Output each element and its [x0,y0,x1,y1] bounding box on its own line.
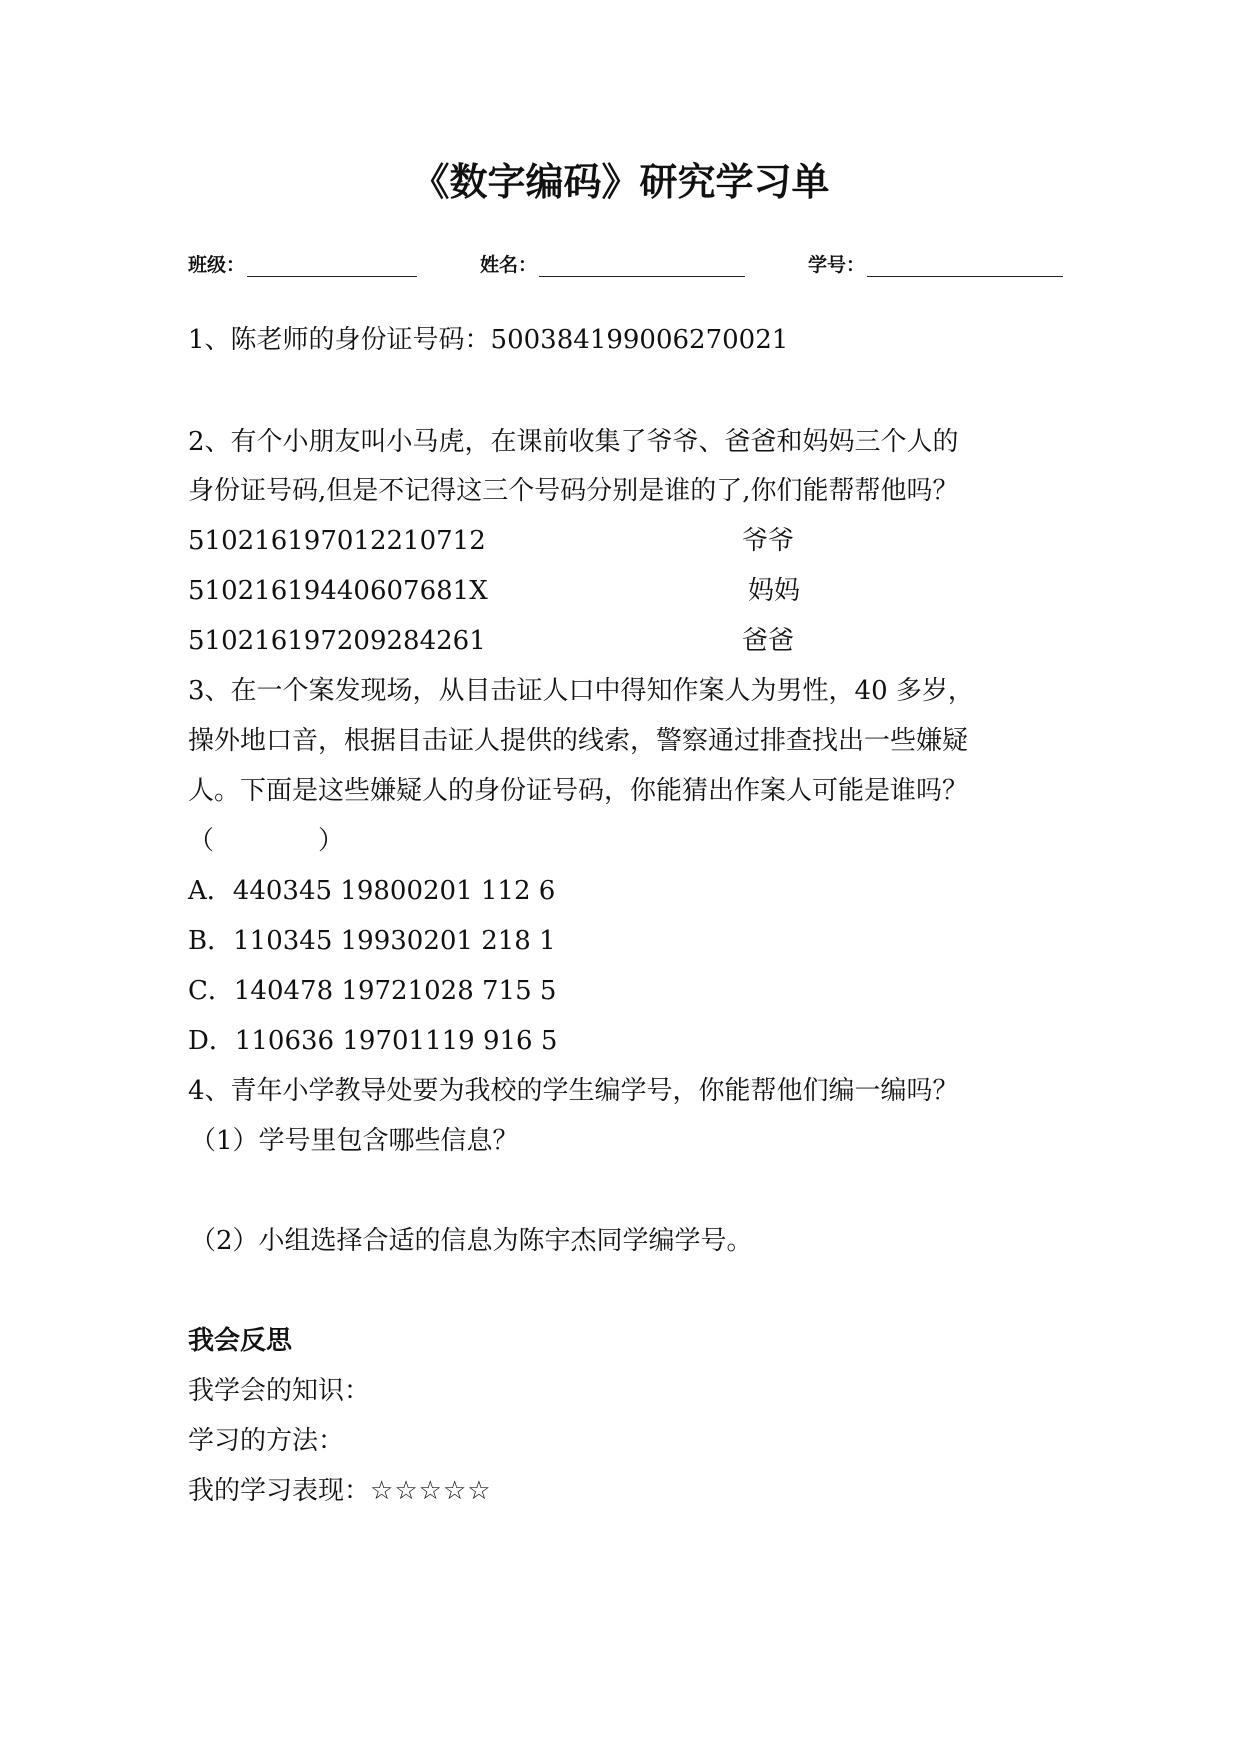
question-2-line-1: 2、有个小朋友叫小马虎，在课前收集了爷爷、爸爸和妈妈三个人的 [188,427,959,457]
reflection-performance-row [188,1474,492,1508]
question-2-line-2: 身份证号码,但是不记得这三个号码分别是谁的了,你们能帮帮他吗？ [188,476,959,506]
option-d: D．110636 19701119 916 5 [188,1026,558,1056]
question-4-line-1: 4、青年小学教导处要为我校的学生编学号，你能帮他们编一编吗？ [188,1076,959,1106]
question-4-sub-1: （1）学号里包含哪些信息？ [190,1126,519,1156]
question-1: 1、陈老师的身份证号码：500384199006270021 [188,325,789,355]
reflection-method: 学习的方法： [188,1426,345,1456]
question-3-line-2: 操外地口音，根据目击证人提供的线索，警察通过排查找出一些嫌疑 [188,726,969,756]
class-blank[interactable] [247,256,417,277]
question-4-sub-2: （2）小组选择合适的信息为陈宇杰同学编学号。 [190,1226,753,1256]
class-label: 班级： [188,254,246,276]
reflection-performance-label: 我的学习表现： [188,1476,371,1506]
question-3-line-3: 人。下面是这些嫌疑人的身份证号码，你能猜出作案人可能是谁吗？ [188,776,969,806]
answer-grandpa: 爷爷 [742,526,795,556]
student-info-row [188,250,1078,280]
reflection-heading: 我会反思 [188,1326,293,1356]
name-blank[interactable] [539,256,745,277]
option-c: C．140478 19721028 715 5 [188,976,557,1006]
answer-dad: 爸爸 [742,626,795,656]
page-title: 《数字编码》研究学习单 [411,160,830,204]
class-field [188,250,417,277]
option-a: A．440345 19800201 112 6 [188,876,556,906]
rating-stars[interactable]: ☆☆☆☆☆ [370,1476,492,1506]
number-label: 学号： [808,254,866,276]
question-3-line-1: 3、在一个案发现场，从目击证人口中得知作案人为男性，40 多岁， [188,676,974,706]
answer-parentheses: （ ） [188,826,345,856]
number-field [808,250,1063,277]
name-field [480,250,745,277]
id-number-3: 510216197209284261 [188,626,486,656]
reflection-knowledge: 我学会的知识： [188,1376,371,1406]
id-number-2: 51021619440607681X [188,576,488,606]
option-b: B．110345 19930201 218 1 [188,926,556,956]
name-label: 姓名： [480,254,538,276]
id-number-1: 510216197012210712 [188,526,486,556]
number-blank[interactable] [867,256,1063,277]
answer-mom: 妈妈 [748,576,801,606]
